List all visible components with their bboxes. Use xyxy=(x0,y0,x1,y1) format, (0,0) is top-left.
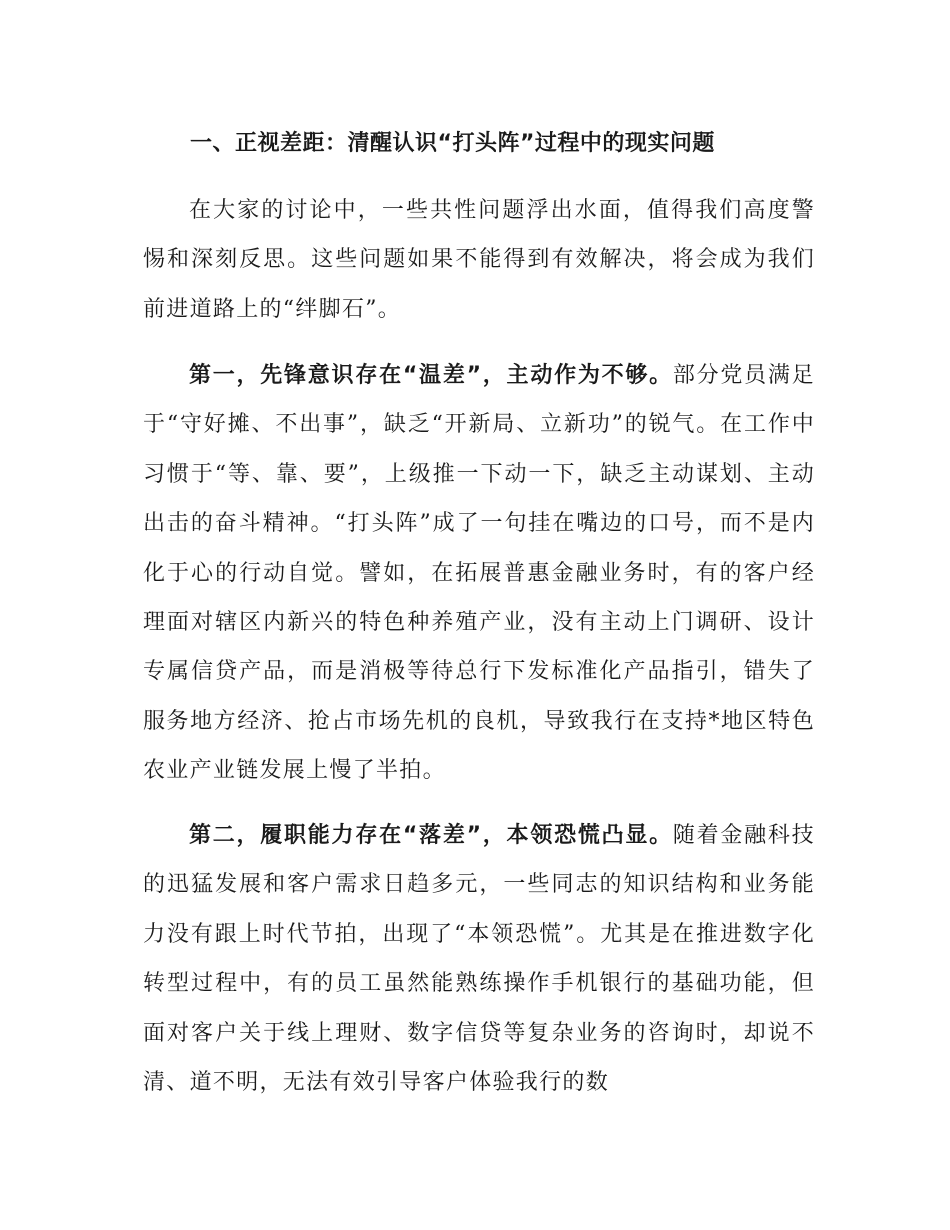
paragraph-first-point-text: 部分党员满足于“守好摊、不出事”，缺乏“开新局、立新功”的锐气。在工作中习惯于“等、靠、要”，上级推一下动一下，缺乏主动谋划、主动出击的奋斗精神。“打头阵”成了一句挂在嘴边的口号，而不是内化于心的行动自觉。譬如，在拓展普惠金融业务时，有的客户经理面对辖区内新兴的特色种养殖产业，没有主动上门调研、设计专属信贷产品，而是消极等待总行下发标准化产品指引，错失了服务地方经济、抢占市场先机的良机，导致我行在支持*地区特色农业产业链发展上慢了半拍。 xyxy=(143,363,815,784)
paragraph-intro xyxy=(143,186,815,334)
section-heading: 一、正视差距：清醒认识“打头阵”过程中的现实问题 xyxy=(190,131,715,156)
paragraph-intro-text: 在大家的讨论中，一些共性问题浮出水面，值得我们高度警惕和深刻反思。这些问题如果不能得到有效解决，将会成为我们前进道路上的“绊脚石”。 xyxy=(143,198,815,322)
paragraph-second-point-text: 随着金融科技的迅猛发展和客户需求日趋多元，一些同志的知识结构和业务能力没有跟上时代节拍，出现了“本领恐慌”。尤其是在推进数字化转型过程中，有的员工虽然能熟练操作手机银行的基础功能，但面对客户关于线上理财、数字信贷等复杂业务的咨询时，却说不清、道不明，无法有效引导客户体验我行的数 xyxy=(143,823,815,1096)
paragraph-second-point-lead: 第二，履职能力存在“落差”，本领恐慌凸显。 xyxy=(189,823,673,848)
paragraph-second-point xyxy=(143,811,815,1107)
paragraph-first-point xyxy=(143,351,815,796)
paragraph-first-point-lead: 第一，先锋意识存在“温差”，主动作为不够。 xyxy=(189,363,673,388)
